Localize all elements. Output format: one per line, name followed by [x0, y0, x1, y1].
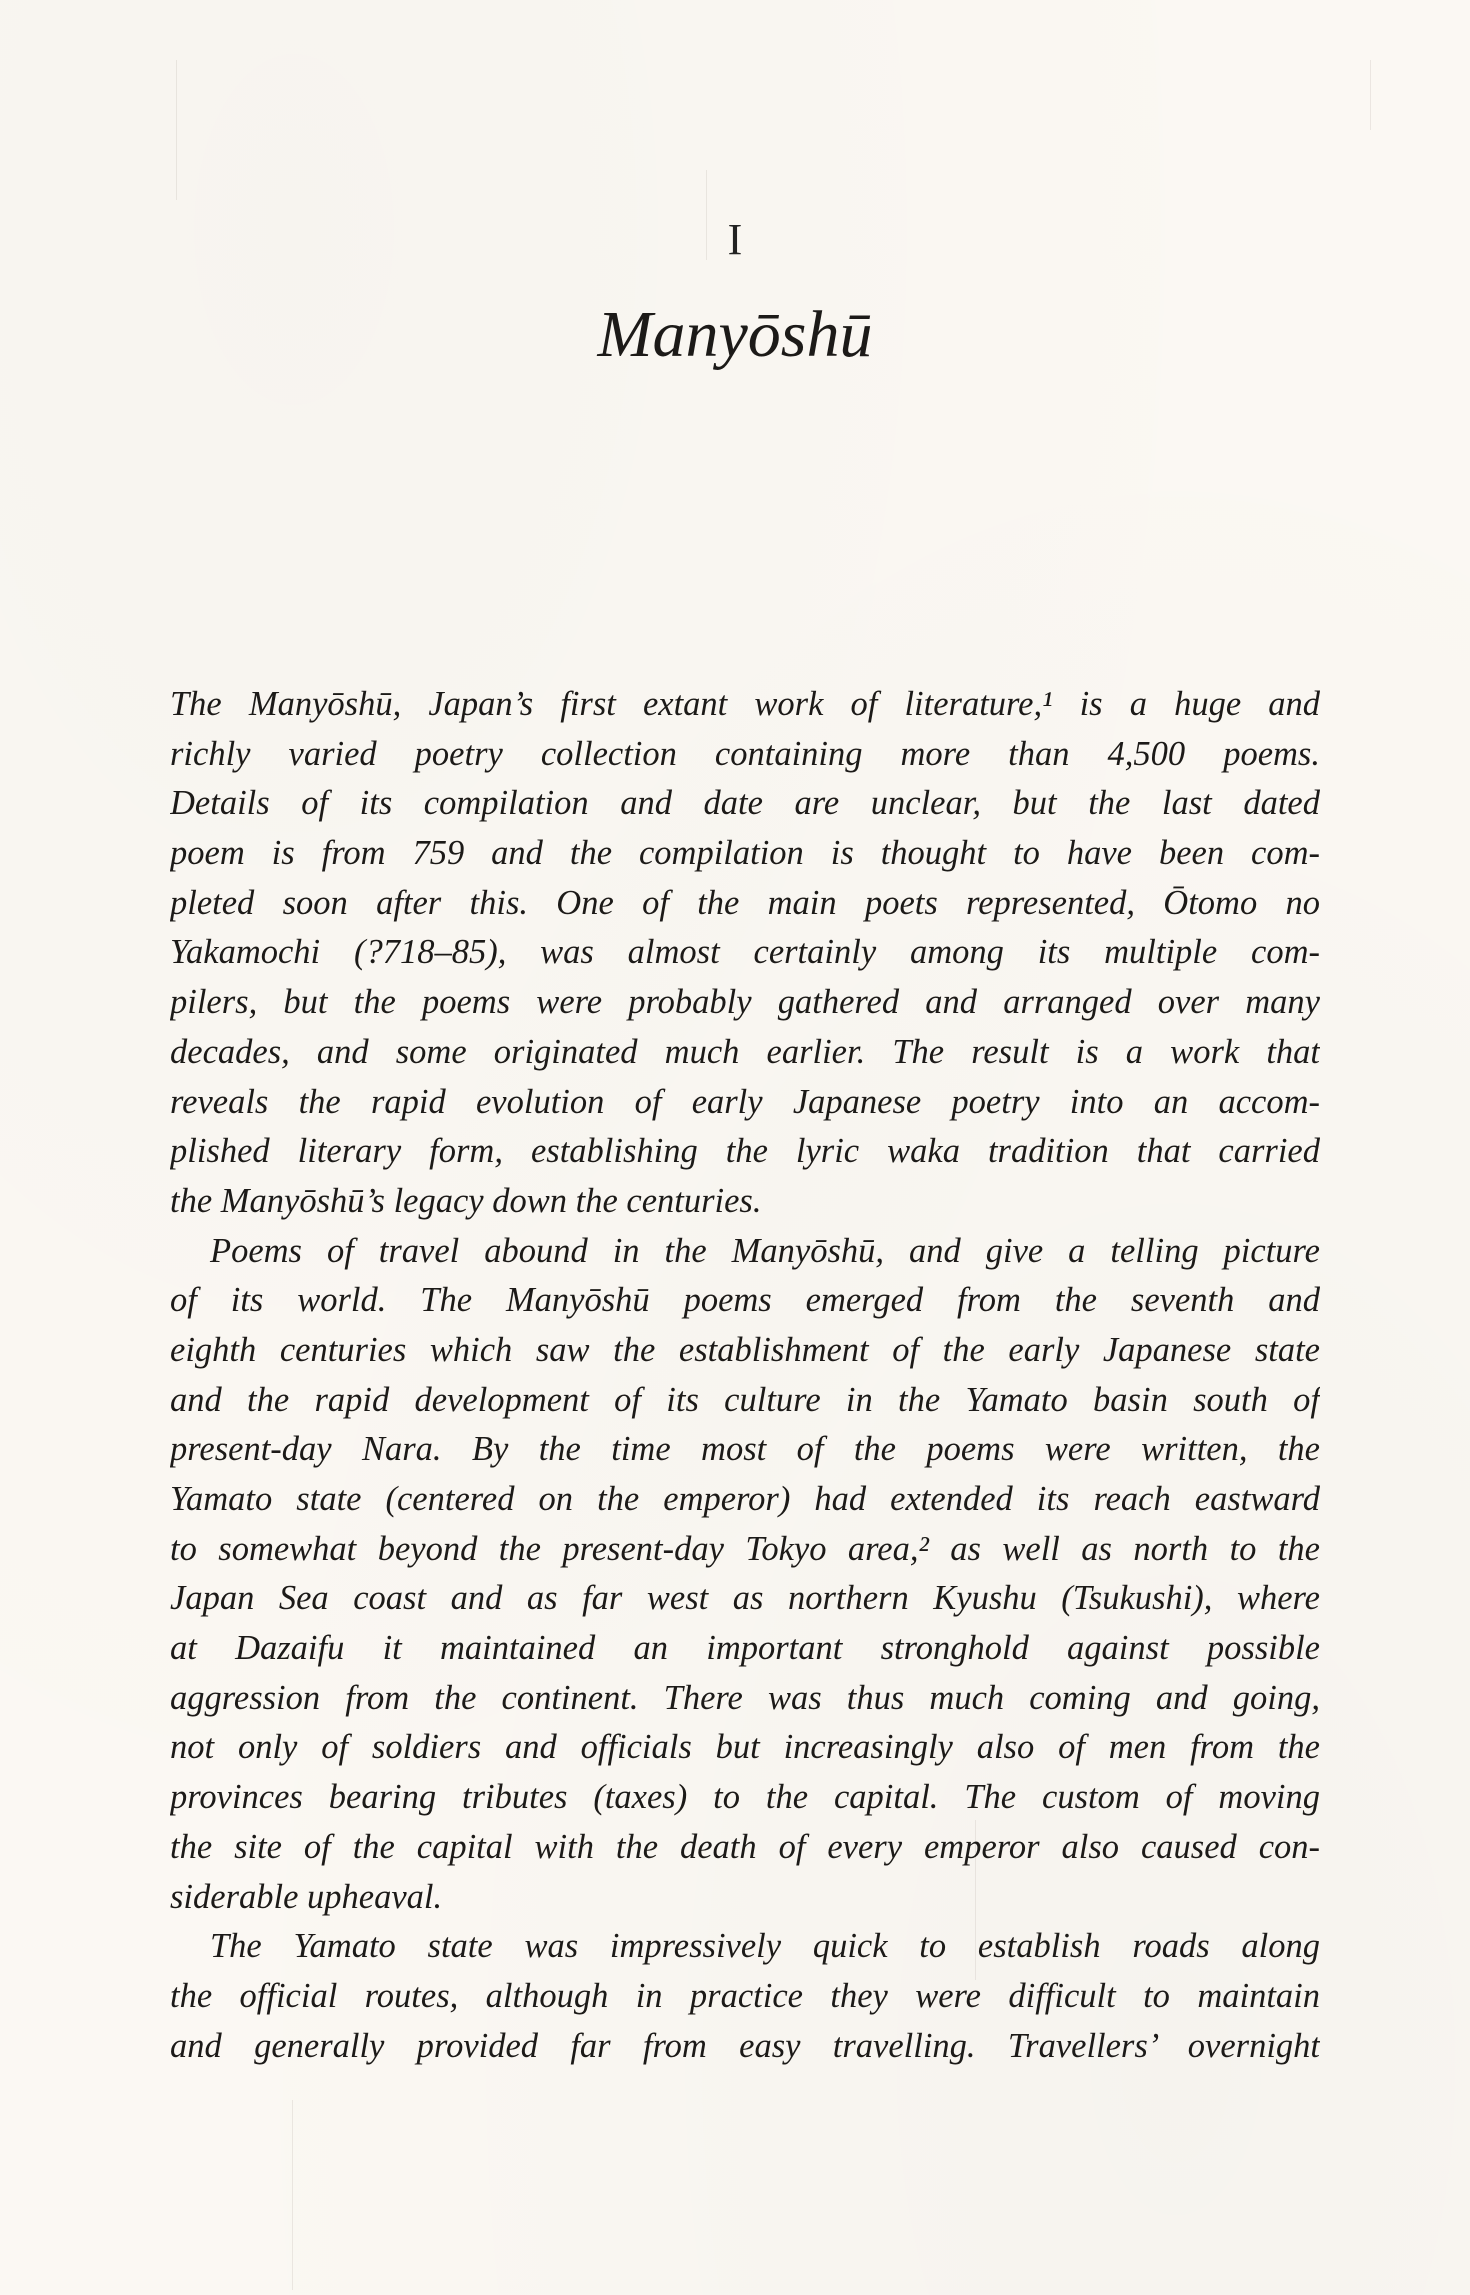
text-line: The Yamato state was impressively quick to establish roads along [210, 1927, 1320, 1966]
chapter-title: Manyōshū [597, 298, 873, 371]
text-line: pleted soon after this. One of the main poets represented, Ōtomo no [170, 883, 1320, 922]
text-line: poem is from 759 and the compilation is thought to have been com- [170, 834, 1320, 873]
text-line: the site of the capital with the death of every emperor also caused con- [170, 1827, 1320, 1866]
text-line: plished literary form, establishing the lyric waka tradition that carried [170, 1132, 1320, 1171]
text-line: Japan Sea coast and as far west as northern Kyushu (Tsukushi), where [170, 1579, 1320, 1618]
paper-scratch [1370, 60, 1371, 130]
text-line: Yakamochi (?718–85), was almost certainly among its multiple com- [170, 933, 1320, 972]
text-line: not only of soldiers and officials but increasingly also of men from the [170, 1728, 1320, 1767]
text-line: decades, and some originated much earlier. The result is a work that [170, 1032, 1320, 1071]
text-line: richly varied poetry collection containing more than 4,500 poems. [170, 734, 1320, 773]
paper-scratch [292, 2100, 293, 2290]
text-line: eighth centuries which saw the establishment of the early Japanese state [170, 1330, 1320, 1369]
text-line: at Dazaifu it maintained an important stronghold against possible [170, 1629, 1320, 1668]
paper-scratch [176, 60, 177, 200]
text-line: to somewhat beyond the present-day Tokyo area,² as well as north to the [170, 1529, 1320, 1568]
text-line: of its world. The Manyōshū poems emerged from the seventh and [170, 1281, 1320, 1320]
text-line: reveals the rapid evolution of early Japanese poetry into an accom- [170, 1082, 1320, 1121]
text-line: and the rapid development of its culture in the Yamato basin south of [170, 1380, 1320, 1419]
text-line: the Manyōshū’s legacy down the centuries. [170, 1181, 762, 1220]
text-line: aggression from the continent. There was thus much coming and going, [170, 1678, 1320, 1717]
text-line: Details of its compilation and date are unclear, but the last dated [170, 784, 1320, 823]
text-line: Yamato state (centered on the emperor) had extended its reach eastward [170, 1480, 1320, 1518]
text-line: and generally provided far from easy travelling. Travellers’ overnight [170, 2026, 1320, 2065]
text-line: provinces bearing tributes (taxes) to the capital. The custom of moving [170, 1778, 1320, 1817]
text-line: The Manyōshū, Japan’s first extant work of literature,¹ is a huge and [170, 685, 1320, 723]
chapter-number: I [727, 215, 743, 264]
text-line: the official routes, although in practice they were difficult to maintain [170, 1976, 1320, 2015]
text-line: present-day Nara. By the time most of the poems were written, the [170, 1430, 1320, 1469]
text-line: siderable upheaval. [170, 1877, 443, 1916]
body-text [170, 680, 1320, 2071]
text-line: Poems of travel abound in the Manyōshū, and give a telling picture [210, 1231, 1320, 1270]
text-line: pilers, but the poems were probably gathered and arranged over many [170, 983, 1320, 1022]
